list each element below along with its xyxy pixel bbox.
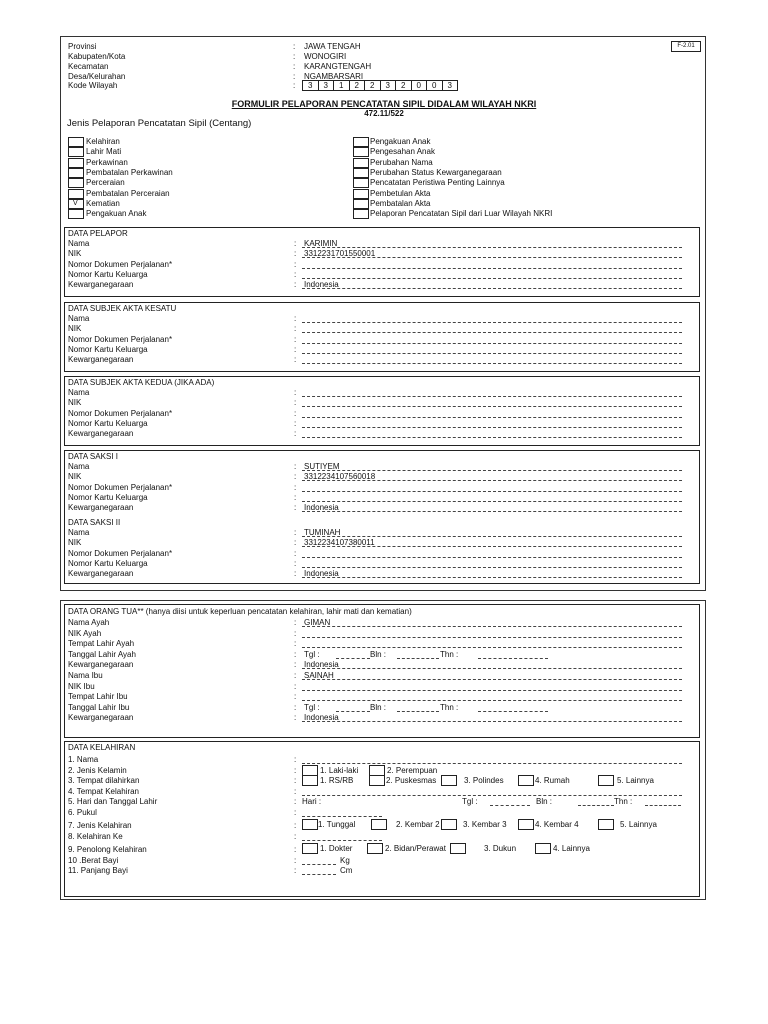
jenis-kelahiran-checkbox[interactable]: [518, 819, 534, 830]
field-label: NIK: [68, 472, 82, 482]
jenis-checkbox[interactable]: [353, 209, 369, 219]
field-line: [302, 437, 682, 438]
colon: :: [294, 334, 297, 344]
kelahiran-nama-line[interactable]: [302, 763, 682, 764]
penolong-checkbox[interactable]: [302, 843, 318, 854]
field-line: [302, 322, 682, 323]
field-label: Nama: [68, 314, 90, 323]
colon: :: [294, 418, 297, 428]
field-line: [302, 406, 682, 407]
penolong-option: 3. Dukun: [484, 844, 517, 853]
jenis-left-label: Pembatalan Perkawinan: [86, 167, 173, 177]
kelahiran-label: 8. Kelahiran Ke: [68, 832, 123, 841]
field-label: Nomor Kartu Keluarga: [68, 492, 148, 502]
field-label: Kewarganegaraan: [68, 569, 134, 579]
date-tgl-line[interactable]: [336, 658, 370, 659]
colon: :: [294, 503, 297, 513]
pukul-line[interactable]: [302, 816, 382, 817]
berat-line[interactable]: [302, 864, 336, 865]
field-label: Nomor Kartu Keluarga: [68, 269, 148, 279]
field-label: Nama: [68, 528, 90, 537]
colon: :: [293, 62, 296, 71]
jenis-checkbox[interactable]: [353, 137, 369, 147]
field-line: [302, 626, 682, 627]
tempat-option: 5. Lainnya: [617, 776, 654, 785]
field-value[interactable]: Indonesia: [304, 503, 339, 513]
ortu-label: Nama Ibu: [68, 671, 103, 680]
kode-digit-cell: 2: [395, 80, 412, 91]
field-line: [302, 353, 682, 354]
kelahiran-label: 11. Panjang Bayi: [68, 866, 128, 875]
colon: :: [294, 866, 297, 875]
ortu-value[interactable]: GIMAN: [304, 618, 331, 627]
jenis-checkbox[interactable]: [68, 189, 84, 199]
penolong-option: 2. Bidan/Perawat: [385, 844, 446, 853]
jenis-right-label: Perubahan Status Kewarganegaraan: [370, 167, 502, 177]
panjang-line[interactable]: [302, 874, 336, 875]
field-label: Nama: [68, 462, 90, 471]
colon: :: [293, 72, 296, 81]
field-line: [302, 511, 682, 512]
jenis-kelahiran-checkbox[interactable]: [598, 819, 614, 830]
bln-label: Bln :: [536, 797, 553, 806]
field-line: [302, 268, 682, 269]
tgl-line[interactable]: [490, 805, 530, 806]
jenis-left-label: Lahir Mati: [86, 147, 122, 157]
ortu-label: NIK Ibu: [68, 681, 95, 691]
field-line: [302, 690, 682, 691]
field-label: Nomor Kartu Keluarga: [68, 558, 148, 568]
tgl-label: Tgl :: [462, 797, 478, 806]
tempat-option: 2. Puskesmas: [386, 776, 437, 785]
colon: :: [294, 692, 297, 702]
colon: :: [294, 398, 297, 408]
kode-digit-cell: 3: [318, 80, 335, 91]
field-label: Nomor Dokumen Perjalanan*: [68, 548, 173, 558]
kelahiran-label: 1. Nama: [68, 755, 99, 764]
colon: :: [294, 808, 297, 817]
kode-digit-cell: 3: [302, 80, 319, 91]
kode-digit-cell: 1: [333, 80, 350, 91]
header-label-kecamatan: Kecamatan: [68, 62, 109, 71]
jk-option: 2. Perempuan: [387, 766, 438, 775]
jenis-checkbox[interactable]: [68, 178, 84, 188]
date-thn-line[interactable]: [478, 711, 548, 712]
field-line: [302, 647, 682, 648]
jenis-left-label: Kematian: [86, 198, 120, 208]
jenis-right-label: Pelaporan Pencatatan Sipil dari Luar Wilayah NKRI: [370, 209, 553, 219]
field-line: [302, 332, 682, 333]
colon: :: [294, 548, 297, 558]
field-line: [302, 278, 682, 279]
date-thn-label: Thn :: [440, 649, 459, 659]
kelahiran-label: 4. Tempat Kelahiran: [68, 787, 140, 796]
colon: :: [294, 472, 297, 482]
jenis-checkbox[interactable]: [68, 209, 84, 219]
jenis-right-label: Perubahan Nama: [370, 157, 433, 167]
berat-unit: Kg: [340, 856, 350, 865]
header-label-provinsi: Provinsi: [68, 42, 97, 51]
ortu-label: Nama Ayah: [68, 618, 110, 627]
jenis-checkbox[interactable]: [68, 147, 84, 157]
colon: :: [294, 280, 297, 290]
jenis-right-label: Pencatatan Peristiwa Penting Lainnya: [370, 178, 505, 188]
field-label: Nomor Kartu Keluarga: [68, 418, 148, 428]
colon: :: [294, 766, 297, 775]
header-value-provinsi: JAWA TENGAH: [304, 42, 361, 51]
kode-digit-cell: 3: [380, 80, 397, 91]
field-value[interactable]: TUMINAH: [304, 528, 341, 537]
kelahiran-label: 5. Hari dan Tanggal Lahir: [68, 797, 158, 806]
tempat-option: 4. Rumah: [535, 776, 570, 785]
colon: :: [294, 797, 297, 806]
field-line: [302, 668, 682, 669]
colon: :: [294, 355, 297, 365]
kode-digit-cell: 2: [349, 80, 366, 91]
jenis-checkbox[interactable]: [68, 168, 84, 178]
kode-digit-cell: 2: [364, 80, 381, 91]
ortu-value[interactable]: SAINAH: [304, 671, 334, 680]
tempat-checkbox[interactable]: [302, 775, 318, 786]
jenis-checkbox[interactable]: [68, 137, 84, 147]
field-line: [302, 288, 682, 289]
colon: :: [293, 42, 296, 51]
colon: :: [294, 269, 297, 279]
ortu-value[interactable]: Indonesia: [304, 660, 339, 670]
field-value[interactable]: Indonesia: [304, 280, 339, 290]
colon: :: [294, 569, 297, 579]
tempat-option: 3. Polindes: [464, 776, 504, 785]
kelahiran-ke-line[interactable]: [302, 840, 382, 841]
jenis-kelahiran-checkbox[interactable]: [302, 819, 318, 830]
date-thn-line[interactable]: [478, 658, 548, 659]
jenis-kelahiran-option: 5. Lainnya: [620, 820, 657, 829]
tempat-checkbox[interactable]: [369, 775, 385, 786]
field-label: Nama: [68, 239, 90, 248]
thn-line[interactable]: [645, 805, 681, 806]
kelahiran-label: 2. Jenis Kelamin: [68, 766, 127, 775]
jenis-checkbox[interactable]: [353, 178, 369, 188]
section-title: DATA PELAPOR: [68, 229, 128, 238]
colon: :: [294, 787, 297, 796]
colon: :: [294, 845, 297, 854]
penolong-checkbox[interactable]: [450, 843, 466, 854]
section-title: DATA SAKSI II: [68, 518, 121, 527]
colon: :: [294, 324, 297, 334]
date-bln-label: Bln :: [370, 649, 387, 659]
jenis-title: Jenis Pelaporan Pencatatan Sipil (Centang): [67, 118, 252, 129]
ortu-label: Tempat Lahir Ibu: [68, 692, 128, 702]
jenis-checkbox[interactable]: [353, 199, 369, 209]
tempat-checkbox[interactable]: [441, 775, 457, 786]
field-value[interactable]: 3312234107560018: [304, 472, 376, 482]
field-line: [302, 679, 682, 680]
jenis-kelahiran-option: 4. Kembar 4: [535, 820, 579, 829]
penolong-option: 4. Lainnya: [553, 844, 590, 853]
tempat-checkbox[interactable]: [598, 775, 614, 786]
panjang-unit: Cm: [340, 866, 353, 875]
header-value-kecamatan: KARANGTENGAH: [304, 62, 372, 71]
field-label: Nama: [68, 388, 90, 397]
field-label: Kewarganegaraan: [68, 280, 134, 290]
form-code: F-2.01: [671, 41, 701, 52]
header-label-desa: Desa/Kelurahan: [68, 72, 126, 81]
section-ortu: [64, 604, 700, 738]
colon: :: [294, 776, 297, 785]
penolong-checkbox[interactable]: [367, 843, 383, 854]
colon: :: [294, 429, 297, 439]
kelahiran-label: 7. Jenis Kelahiran: [68, 821, 132, 830]
jenis-checkbox[interactable]: [353, 168, 369, 178]
kode-digit-cell: 3: [442, 80, 459, 91]
colon: :: [294, 538, 297, 548]
jenis-kelahiran-option: 1. Tunggal: [318, 820, 356, 829]
field-line: [302, 501, 682, 502]
tempat-checkbox[interactable]: [518, 775, 534, 786]
ortu-title: DATA ORANG TUA** (hanya diisi untuk keperluan pencatatan kelahiran, lahir mati dan kematian): [68, 607, 412, 616]
form-title: FORMULIR PELAPORAN PENCATATAN SIPIL DIDALAM WILAYAH NKRI: [231, 99, 537, 109]
section-title: DATA SUBJEK AKTA KESATU: [68, 304, 177, 313]
field-line: [302, 491, 682, 492]
jenis-checkbox[interactable]: [68, 158, 84, 168]
colon: :: [293, 81, 296, 90]
colon: :: [293, 52, 296, 61]
kelahiran-label: 10 .Berat Bayi: [68, 856, 119, 865]
field-line: [302, 417, 682, 418]
section-title: DATA SUBJEK AKTA KEDUA (JIKA ADA): [68, 378, 215, 387]
colon: :: [294, 344, 297, 354]
colon: :: [294, 821, 297, 830]
field-label: Nomor Dokumen Perjalanan*: [68, 334, 173, 344]
kode-digit-cell: 0: [411, 80, 428, 91]
colon: :: [294, 249, 297, 259]
header-value-desa: NGAMBARSARI: [304, 72, 364, 81]
field-line: [302, 470, 682, 471]
colon: :: [294, 671, 297, 680]
colon: :: [294, 856, 297, 865]
penolong-option: 1. Dokter: [320, 844, 353, 853]
field-value[interactable]: Indonesia: [304, 569, 339, 579]
field-line: [302, 363, 682, 364]
kelahiran-label: 3. Tempat dilahirkan: [68, 776, 140, 785]
thn-label: Thn :: [614, 797, 633, 806]
colon: :: [294, 660, 297, 670]
jenis-right-label: Pembetulan Akta: [370, 188, 431, 198]
colon: :: [294, 528, 297, 537]
ortu-label: Kewarganegaraan: [68, 713, 134, 723]
form-number: 472.11/522: [364, 109, 404, 118]
jenis-kelahiran-option: 3. Kembar 3: [463, 820, 507, 829]
jenis-kelahiran-checkbox[interactable]: [371, 819, 387, 830]
field-value[interactable]: KARIMIN: [304, 239, 338, 248]
field-label: Kewarganegaraan: [68, 429, 134, 439]
field-line: [302, 577, 682, 578]
field-line: [302, 427, 682, 428]
jenis-left-label: Pengakuan Anak: [86, 209, 147, 219]
jenis-kelahiran-option: 2. Kembar 2: [396, 820, 440, 829]
colon: :: [294, 713, 297, 723]
header-label-kode: Kode Wilayah: [68, 81, 118, 90]
colon: :: [294, 259, 297, 269]
hari-label: Hari :: [302, 797, 322, 806]
field-value[interactable]: SUTIYEM: [304, 462, 340, 471]
jenis-kelahiran-checkbox[interactable]: [441, 819, 457, 830]
field-line: [302, 247, 682, 248]
colon: :: [294, 639, 297, 649]
field-line: [302, 557, 682, 558]
field-label: Nomor Dokumen Perjalanan*: [68, 259, 173, 269]
bln-line[interactable]: [578, 805, 614, 806]
jenis-left-label: Perceraian: [86, 178, 125, 188]
field-line: [302, 637, 682, 638]
field-line: [302, 567, 682, 568]
ortu-label: Kewarganegaraan: [68, 660, 134, 670]
date-tgl-label: Tgl :: [304, 702, 320, 712]
jenis-left-label: Perkawinan: [86, 157, 128, 167]
jenis-checkbox[interactable]: [353, 147, 369, 157]
kode-digit-cell: 0: [426, 80, 443, 91]
jenis-left-label: Pembatalan Perceraian: [86, 188, 170, 198]
penolong-checkbox[interactable]: [535, 843, 551, 854]
colon: :: [294, 618, 297, 627]
field-value[interactable]: 3312231701550001: [304, 249, 376, 259]
field-line: [302, 700, 682, 701]
date-thn-label: Thn :: [440, 702, 459, 712]
section-title: DATA SAKSI I: [68, 452, 118, 461]
field-label: Nomor Dokumen Perjalanan*: [68, 408, 173, 418]
field-label: Nomor Kartu Keluarga: [68, 344, 148, 354]
field-label: NIK: [68, 538, 82, 548]
colon: :: [294, 314, 297, 323]
colon: :: [294, 649, 297, 659]
jenis-checkbox[interactable]: [353, 189, 369, 199]
kelahiran-title: DATA KELAHIRAN: [68, 743, 136, 752]
colon: :: [294, 408, 297, 418]
field-label: Kewarganegaraan: [68, 355, 134, 365]
ortu-value[interactable]: Indonesia: [304, 713, 339, 723]
field-label: NIK: [68, 324, 82, 334]
field-label: NIK: [68, 398, 82, 408]
field-line: [302, 721, 682, 722]
jk-option: 1. Laki-laki: [320, 766, 359, 775]
field-line: [302, 536, 682, 537]
colon: :: [294, 681, 297, 691]
colon: :: [294, 628, 297, 638]
date-bln-line[interactable]: [397, 711, 439, 712]
jenis-left-label: Kelahiran: [86, 137, 120, 146]
jenis-right-label: Pengesahan Anak: [370, 147, 435, 157]
field-label: Nomor Dokumen Perjalanan*: [68, 482, 173, 492]
colon: :: [294, 558, 297, 568]
colon: :: [294, 702, 297, 712]
date-tgl-label: Tgl :: [304, 649, 320, 659]
colon: :: [294, 832, 297, 841]
ortu-label: NIK Ayah: [68, 628, 102, 638]
colon: :: [294, 492, 297, 502]
colon: :: [294, 462, 297, 471]
jenis-checkbox[interactable]: [353, 158, 369, 168]
field-label: NIK: [68, 249, 82, 259]
header-label-kabupaten: Kabupaten/Kota: [68, 52, 126, 61]
date-bln-line[interactable]: [397, 658, 439, 659]
date-bln-label: Bln :: [370, 702, 387, 712]
jenis-check-mark: V: [73, 199, 78, 207]
colon: :: [294, 755, 297, 764]
colon: :: [294, 388, 297, 397]
colon: :: [294, 239, 297, 248]
tempat-option: 1. RS/RB: [320, 776, 354, 785]
date-tgl-line[interactable]: [336, 711, 370, 712]
jenis-right-label: Pembatalan Akta: [370, 198, 431, 208]
ortu-label: Tempat Lahir Ayah: [68, 639, 135, 649]
jenis-right-label: Pengakuan Anak: [370, 137, 431, 146]
field-line: [302, 343, 682, 344]
header-value-kabupaten: WONOGIRI: [304, 52, 347, 61]
colon: :: [294, 482, 297, 492]
field-label: Kewarganegaraan: [68, 503, 134, 513]
kelahiran-label: 9. Penolong Kelahiran: [68, 845, 147, 854]
field-value[interactable]: 3312234107380011: [304, 538, 375, 548]
kelahiran-label: 6. Pukul: [68, 808, 97, 817]
ortu-label: Tanggal Lahir Ibu: [68, 702, 130, 712]
ortu-label: Tanggal Lahir Ayah: [68, 649, 136, 659]
tempat-kelahiran-line[interactable]: [302, 795, 682, 796]
field-line: [302, 396, 682, 397]
